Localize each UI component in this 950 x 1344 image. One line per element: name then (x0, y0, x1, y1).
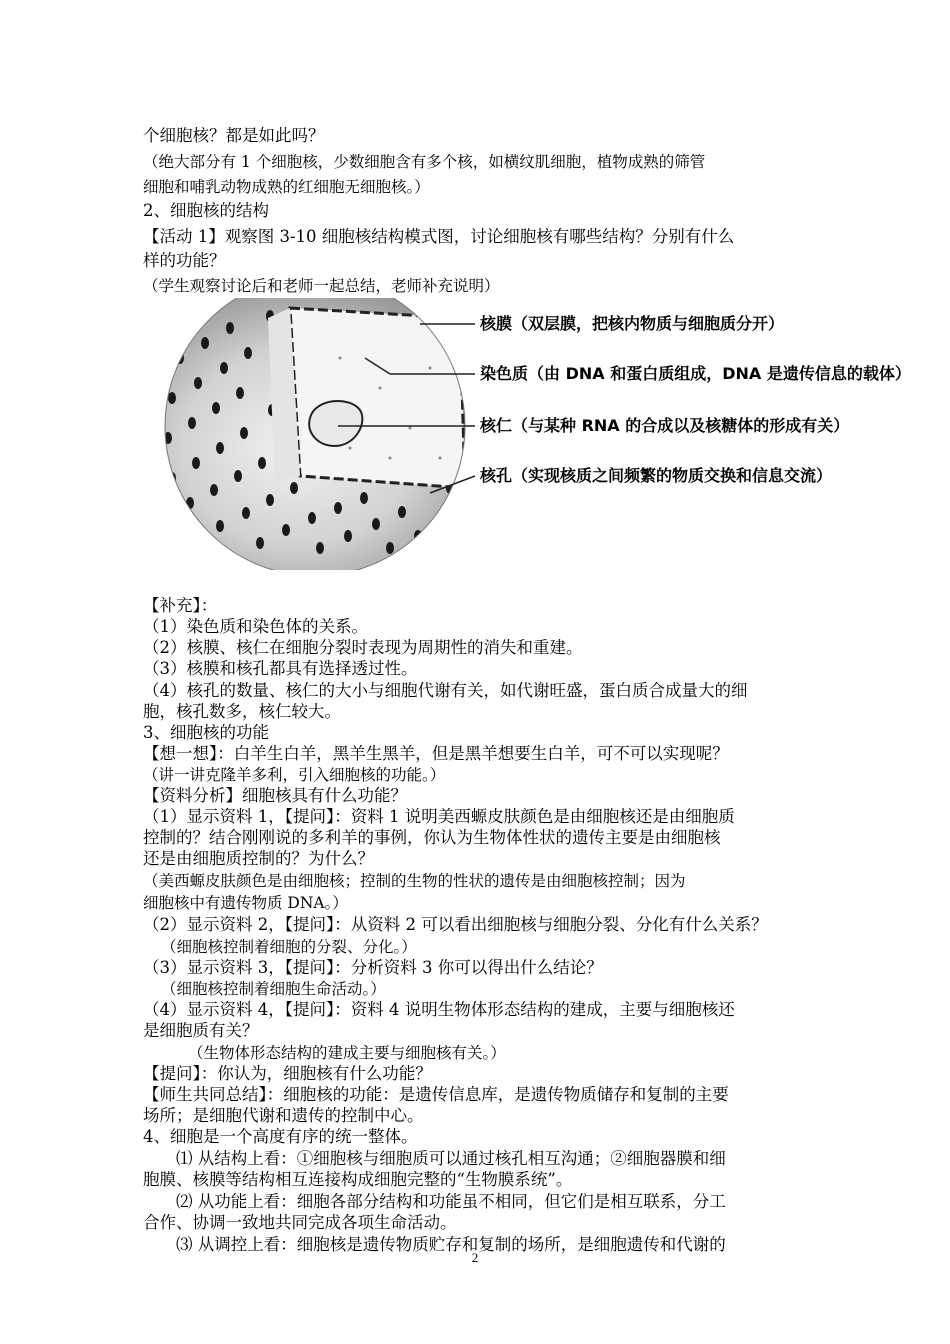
section-heading: 4、细胞是一个高度有序的统一整体。 (143, 1127, 418, 1146)
text-line: 场所；是细胞代谢和遗传的控制中心。 (143, 1106, 424, 1125)
text-line: 【想一想】：白羊生白羊，黑羊生黑羊，但是黑羊想要生白羊，可不可以实现呢？ (143, 744, 729, 763)
section-heading: 3、细胞核的功能 (143, 723, 269, 742)
text-line: 胞，核孔数多，核仁较大。 (143, 702, 341, 721)
figure-label-chromatin: 染色质（由 DNA 和蛋白质组成，DNA 是遗传信息的载体） (480, 364, 911, 383)
text-line: （3）显示资料 3，【提问】：分析资料 3 你可以得出什么结论？ (143, 958, 603, 977)
text-line: （1）显示资料 1，【提问】：资料 1 说明美西螈皮肤颜色是由细胞核还是由细胞质 (143, 807, 735, 826)
text-line: （细胞核控制着细胞的分裂、分化。） (161, 938, 417, 956)
text-line: （1）染色质和染色体的关系。 (143, 617, 368, 636)
text-line: 【师生共同总结】：细胞核的功能：是遗传信息库，是遗传物质储存和复制的主要 (143, 1085, 729, 1104)
text-line: 【补充】： (143, 596, 218, 615)
text-line: 是细胞质有关？ (143, 1021, 259, 1040)
text-line: （4）核孔的数量、核仁的大小与细胞代谢有关，如代谢旺盛，蛋白质合成量大的细 (143, 681, 748, 700)
nucleus-structure-figure (150, 298, 950, 570)
text-line: 还是由细胞质控制的？为什么？ (143, 849, 374, 868)
text-line: （细胞核控制着细胞生命活动。） (161, 980, 386, 998)
text-line: 【资料分析】细胞核具有什么功能？ (143, 786, 407, 805)
text-line: 样的功能？ (143, 251, 226, 270)
text-line: 控制的？结合刚刚说的多利羊的事例，你认为生物体性状的遗传主要是由细胞核 (143, 828, 721, 847)
text-line: 【提问】：你认为，细胞核有什么功能？ (143, 1064, 432, 1083)
text-line: 【活动 1】观察图 3-10 细胞核结构模式图，讨论细胞核有哪些结构？分别有什么 (143, 227, 735, 246)
text-line: （4）显示资料 4，【提问】：资料 4 说明生物体形态结构的建成，主要与细胞核还 (143, 1000, 735, 1019)
text-line: 细胞核中有遗传物质 DNA。） (143, 894, 348, 912)
text-line: （3）核膜和核孔都具有选择透过性。 (143, 659, 418, 678)
page-number: 2 (471, 1250, 479, 1265)
text-line: 细胞和哺乳动物成熟的红细胞无细胞核。） (143, 178, 430, 196)
text-line: （2）显示资料 2，【提问】：从资料 2 可以看出细胞核与细胞分裂、分化有什么关系？ (143, 915, 768, 934)
text-line: 个细胞核？都是如此吗？ (143, 126, 325, 145)
text-line: （2）核膜、核仁在细胞分裂时表现为周期性的消失和重建。 (143, 638, 583, 657)
figure-label-nuclear-pore: 核孔（实现核质之间频繁的物质交换和信息交流） (480, 466, 833, 485)
text-line: （生物体形态结构的建成主要与细胞核有关。） (188, 1044, 506, 1062)
text-line: ⑴ 从结构上看：①细胞核与细胞质可以通过核孔相互沟通；②细胞器膜和细 (176, 1149, 726, 1168)
text-line: （绝大部分有 1 个细胞核，少数细胞含有多个核，如横纹肌细胞，植物成熟的筛管 (143, 153, 706, 171)
text-line: （学生观察讨论后和老师一起总结，老师补充说明） (143, 277, 500, 295)
text-line: 胞膜、核膜等结构相互连接构成细胞完整的“生物膜系统”。 (143, 1170, 573, 1189)
text-line: （美西螈皮肤颜色是由细胞核；控制的生物的性状的遗传是由细胞核控制；因为 (143, 872, 686, 890)
text-line: （讲一讲克隆羊多利，引入细胞核的功能。） (143, 766, 446, 784)
section-heading: 2、细胞核的结构 (143, 201, 269, 220)
text-line: 合作、协调一致地共同完成各项生命活动。 (143, 1213, 457, 1232)
figure-label-nucleolus: 核仁（与某种 RNA 的合成以及核糖体的形成有关） (480, 416, 850, 435)
text-line: ⑶ 从调控上看：细胞核是遗传物质贮存和复制的场所，是细胞遗传和代谢的 (176, 1235, 726, 1254)
text-line: ⑵ 从功能上看：细胞各部分结构和功能虽不相同，但它们是相互联系，分工 (176, 1192, 726, 1211)
figure-label-nuclear-membrane: 核膜（双层膜，把核内物质与细胞质分开） (480, 314, 785, 333)
